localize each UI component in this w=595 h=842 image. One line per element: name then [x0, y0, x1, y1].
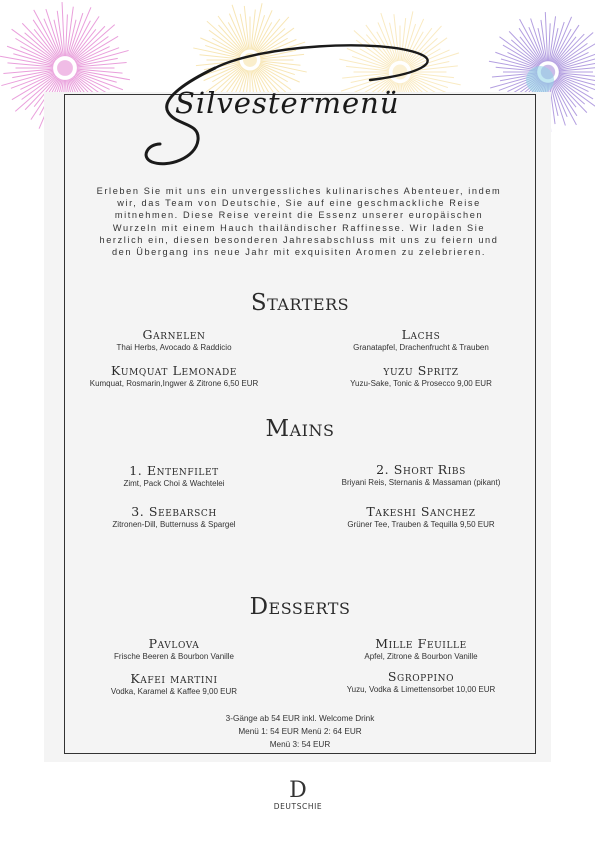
menu-item — [306, 327, 536, 353]
item-description: Zimt, Pack Choi & Wachtelei — [123, 479, 225, 488]
section-title-mains: Mains — [265, 416, 335, 442]
pricing-line: Menü 1: 54 EUR Menü 2: 64 EUR — [238, 727, 362, 736]
item-name: Mille Feuille — [375, 636, 467, 651]
item-name: Kumquat Lemonade — [110, 363, 238, 378]
item-description: Grüner Tee, Trauben & Tequilla 9,50 EUR — [347, 520, 495, 529]
menu-item — [59, 504, 289, 530]
menu-item — [59, 671, 289, 697]
section-title-desserts: Desserts — [249, 594, 351, 620]
item-name: 3. Seebarsch — [131, 504, 217, 519]
item-name: 2. Short Ribs — [376, 462, 466, 477]
menu-item — [306, 363, 536, 389]
item-description: Thai Herbs, Avocado & Raddicio — [116, 343, 232, 352]
menu-title: Silvestermenü — [175, 86, 400, 120]
menu-item — [59, 363, 289, 389]
menu-item — [306, 636, 536, 662]
menu-item — [59, 636, 289, 662]
pricing-line: 3-Gänge ab 54 EUR inkl. Welcome Drink — [225, 714, 375, 723]
item-description: Briyani Reis, Sternanis & Massaman (pikant) — [341, 478, 501, 487]
menu-item — [306, 462, 536, 488]
item-name: Sgroppino — [387, 669, 455, 684]
item-description: Kumquat, Rosmarin,Ingwer & Zitrone 6,50 EUR — [89, 379, 259, 388]
intro-text: Erleben Sie mit uns ein unvergessliches kulinarisches Abenteuer, indem wir, das Team von Deutschie, Sie auf eine geschmackliche Reise mitnehmen. Diese Reise vereint die Essenz unserer europäischen Wurzeln mit einem Hauch thailändischer Raffinesse. Wir laden Sie herzlich ein, diesen besonderen Jahresabschluss mit uns zu feiern und den Übergang ins neue Jahr mit exquisiten Aromen zu zelebrieren. — [96, 186, 502, 258]
menu-item — [59, 327, 289, 353]
item-description: Yuzu, Vodka & Limettensorbet 10,00 EUR — [346, 685, 496, 694]
item-description: Yuzu-Sake, Tonic & Prosecco 9,00 EUR — [350, 379, 492, 388]
menu-pricing-note — [64, 712, 536, 751]
logo-letter: D — [289, 778, 307, 803]
logo-wordmark: DEUTSCHIE — [273, 802, 323, 811]
section-title-starters: Starters — [250, 290, 350, 316]
menu-item — [306, 669, 536, 695]
item-name: Takeshi Sanchez — [366, 504, 476, 519]
item-name: yuzu Spritz — [383, 363, 459, 378]
pricing-line: Menü 3: 54 EUR — [269, 740, 331, 749]
item-description: Frische Beeren & Bourbon Vanille — [114, 652, 234, 661]
menu-item — [59, 463, 289, 489]
item-name: 1. Entenfilet — [129, 463, 219, 478]
item-name: Pavlova — [148, 636, 200, 651]
item-description: Apfel, Zitrone & Bourbon Vanille — [364, 652, 478, 661]
item-name: Garnelen — [142, 327, 206, 342]
menu-item — [306, 504, 536, 530]
item-description: Granatapfel, Drachenfrucht & Trauben — [353, 343, 489, 352]
item-name: Kafei martini — [130, 671, 218, 686]
item-name: Lachs — [401, 327, 441, 342]
deutschie-logo — [266, 780, 330, 820]
item-description: Zitronen-Dill, Butternuss & Spargel — [112, 520, 236, 529]
item-description: Vodka, Karamel & Kaffee 9,00 EUR — [110, 687, 238, 696]
